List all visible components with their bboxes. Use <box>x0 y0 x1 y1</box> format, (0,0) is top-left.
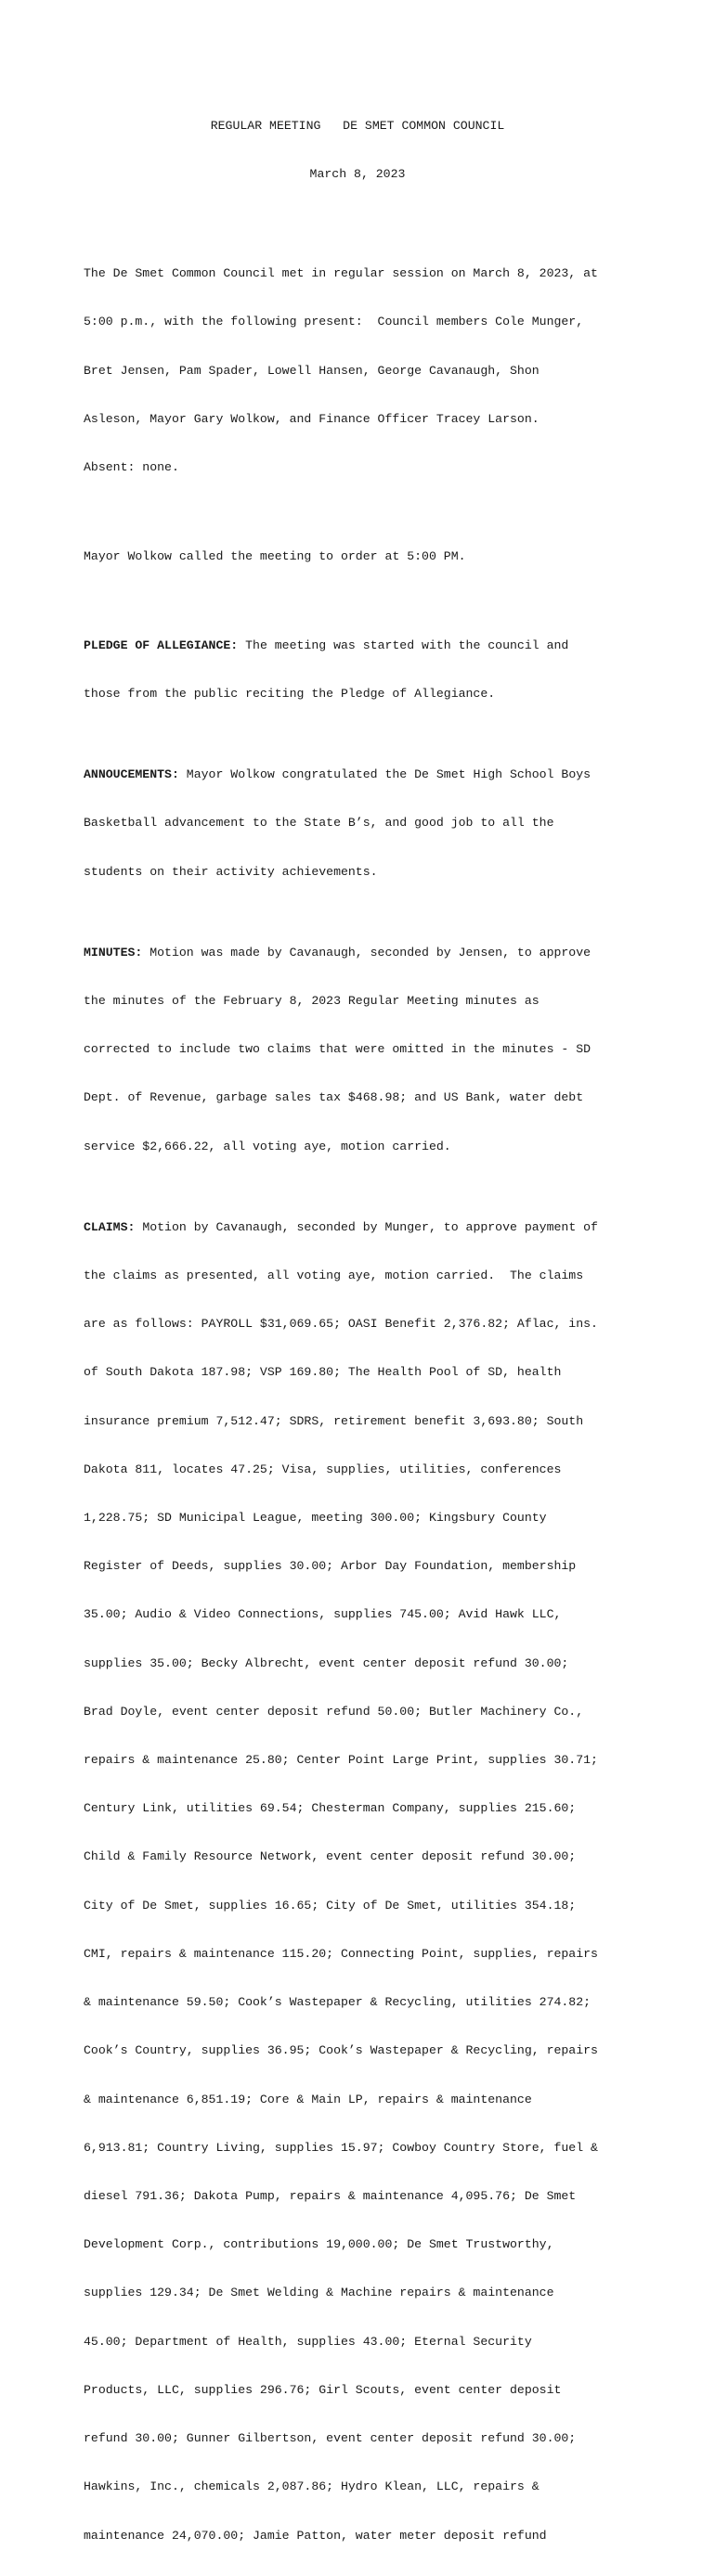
announcements-line: students on their activity achievements. <box>84 864 378 879</box>
claims-line: Child & Family Resource Network, event center deposit refund 30.00; <box>84 1849 577 1864</box>
claims-line: refund 30.00; Gunner Gilbertson, event center deposit refund 30.00; <box>84 2431 577 2446</box>
pledge-label: PLEDGE OF ALLEGIANCE: <box>84 638 239 652</box>
claims-line: 45.00; Department of Health, supplies 43.00; Eternal Security <box>84 2334 532 2349</box>
announcements-section <box>84 734 641 911</box>
claims-line: 6,913.81; Country Living, supplies 15.97; Cowboy Country Store, fuel & <box>84 2140 598 2155</box>
claims-line: diesel 791.36; Dakota Pump, repairs & maintenance 4,095.76; De Smet <box>84 2189 577 2203</box>
pledge-line: those from the public reciting the Pledge of Allegiance. <box>84 687 496 702</box>
claims-line: supplies 35.00; Becky Albrecht, event center deposit refund 30.00; <box>84 1655 569 1670</box>
minutes-line: Dept. of Revenue, garbage sales tax $468.98; and US Bank, water debt <box>84 1090 584 1105</box>
call-to-order-paragraph <box>84 516 641 597</box>
intro-line: 5:00 p.m., with the following present: Council members Cole Munger, <box>84 315 584 329</box>
minutes-line: corrected to include two claims that were omitted in the minutes - SD <box>84 1042 592 1057</box>
pledge-section <box>84 605 641 734</box>
announcements-line: Basketball advancement to the State B’s, and good job to all the <box>84 816 554 831</box>
minutes-line: the minutes of the February 8, 2023 Regular Meeting minutes as <box>84 993 540 1008</box>
meeting-date: March 8, 2023 <box>309 167 406 182</box>
pledge-text: The meeting was started with the council and <box>238 638 569 652</box>
claims-line: Development Corp., contributions 19,000.00; De Smet Trustworthy, <box>84 2237 554 2252</box>
intro-line: Bret Jensen, Pam Spader, Lowell Hansen, George Cavanaugh, Shon <box>84 363 540 378</box>
claims-line: supplies 129.34; De Smet Welding & Machine repairs & maintenance <box>84 2286 554 2300</box>
announcements-label: ANNOUCEMENTS: <box>84 767 179 782</box>
claims-line: Century Link, utilities 69.54; Chesterman Company, supplies 215.60; <box>84 1801 577 1816</box>
claims-line: Dakota 811, locates 47.25; Visa, supplies, utilities, conferences <box>84 1462 562 1476</box>
call-to-order-text: Mayor Wolkow called the meeting to order at 5:00 PM. <box>84 548 466 563</box>
claims-line: Brad Doyle, event center deposit refund 50.00; Butler Machinery Co., <box>84 1704 584 1719</box>
claims-line: of South Dakota 187.98; VSP 169.80; The Health Pool of SD, health <box>84 1365 562 1380</box>
intro-line: Absent: none. <box>84 459 179 474</box>
claims-line: are as follows: PAYROLL $31,069.65; OASI Benefit 2,376.82; Aflac, ins. <box>84 1317 598 1332</box>
document-page <box>84 85 641 2576</box>
claims-line: Register of Deeds, supplies 30.00; Arbor Day Foundation, membership <box>84 1559 577 1574</box>
minutes-line: service $2,666.22, all voting aye, motion carried. <box>84 1139 451 1153</box>
meeting-title: REGULAR MEETING DE SMET COMMON COUNCIL <box>210 118 505 133</box>
claims-line: 1,228.75; SD Municipal League, meeting 300.00; Kingsbury County <box>84 1510 547 1525</box>
announcements-text: Mayor Wolkow congratulated the De Smet High School Boys <box>178 767 592 782</box>
claims-line: Hawkins, Inc., chemicals 2,087.86; Hydro Klean, LLC, repairs & <box>84 2479 540 2494</box>
claims-line: insurance premium 7,512.47; SDRS, retirement benefit 3,693.80; South <box>84 1413 584 1428</box>
claims-text: Motion by Cavanaugh, seconded by Munger, to approve payment of <box>135 1219 598 1234</box>
claims-line: the claims as presented, all voting aye, motion carried. The claims <box>84 1268 584 1282</box>
intro-line: The De Smet Common Council met in regular session on March 8, 2023, at <box>84 266 598 281</box>
intro-paragraph <box>84 233 641 508</box>
minutes-text: Motion was made by Cavanaugh, seconded by Jensen, to approve <box>142 945 592 960</box>
claims-line: 35.00; Audio & Video Connections, supplies 745.00; Avid Hawk LLC, <box>84 1607 562 1622</box>
claims-line: & maintenance 6,851.19; Core & Main LP, repairs & maintenance <box>84 2092 532 2106</box>
intro-line: Asleson, Mayor Gary Wolkow, and Finance Officer Tracey Larson. <box>84 411 540 426</box>
claims-line: Cook’s Country, supplies 36.95; Cook’s Wastepaper & Recycling, repairs <box>84 2043 598 2058</box>
document-header <box>84 85 631 214</box>
minutes-label: MINUTES: <box>84 945 143 960</box>
claims-section <box>84 1187 641 2576</box>
minutes-section <box>84 912 641 1187</box>
claims-label: CLAIMS: <box>84 1219 136 1234</box>
claims-line: maintenance 24,070.00; Jamie Patton, water meter deposit refund <box>84 2528 547 2543</box>
claims-line: repairs & maintenance 25.80; Center Point Large Print, supplies 30.71; <box>84 1753 598 1768</box>
claims-line: CMI, repairs & maintenance 115.20; Connecting Point, supplies, repairs <box>84 1946 598 1961</box>
claims-line: Products, LLC, supplies 296.76; Girl Scouts, event center deposit <box>84 2382 562 2397</box>
claims-line: City of De Smet, supplies 16.65; City of De Smet, utilities 354.18; <box>84 1898 577 1913</box>
claims-line: & maintenance 59.50; Cook’s Wastepaper & Recycling, utilities 274.82; <box>84 1995 592 2010</box>
